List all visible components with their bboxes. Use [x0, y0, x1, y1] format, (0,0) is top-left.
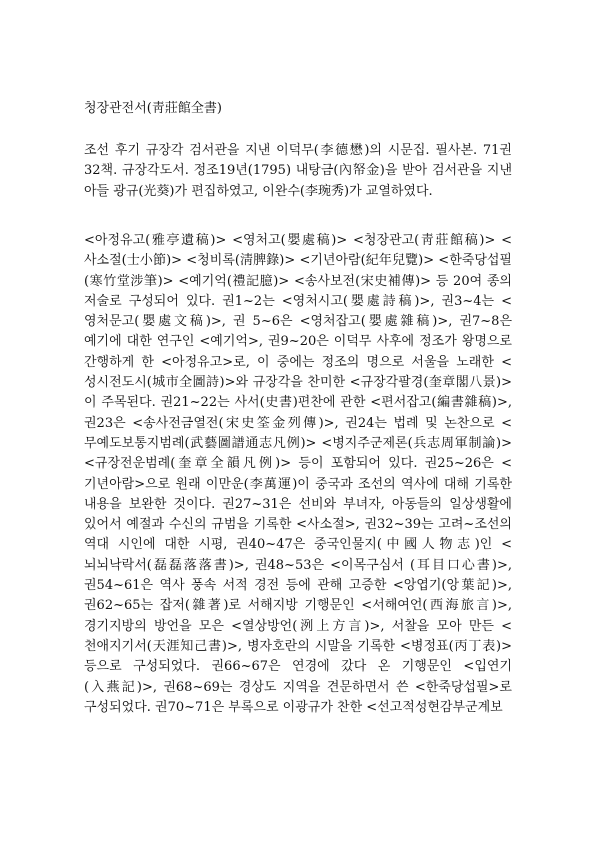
document-title: 청장관전서(靑莊館全書)	[84, 101, 222, 116]
body-paragraph: <아정유고(雅亭遺稿)> <영처고(嬰處稿)> <청장관고(靑莊館稿)> <사소절(士小節)> <청비록(淸脾錄)> <기년아람(紀年兒覽)> <한죽당섭필(寒竹堂涉筆)> <예기억(禮記臆)> <송사보전(宋史補傳)> 등 20여 종의 저술로 구성되어 있다. 권1~2는 <영처시고(嬰處詩稿)>, 권3~4는 <영처문고(嬰處文稿)>, 권 5~6은 <영처잡고(嬰處雜稿)>, 권7~8은 예기에 대한 연구인 <예기억>, 권9~20은 이덕무 사후에 정조가 왕명으로 간행하게 한 <아정유고>로, 이 중에는 정조의 명으로 서울을 노래한 <성시전도시(城市全圖詩)>와 규장각을 찬미한 <규장각팔경(奎章閣八景)>이 주목된다. 권21~22는 사서(史書)편찬에 관한 <편서잡고(編書雜稿)>, 권23은 <송사전금열전(宋史筌金列傳)>, 권24는 법례 및 논찬으로 <무예도보통지범례(武藝圖譜通志凡例)> <병지주군제론(兵志周軍制論)> <규장전운범례(奎章全韻凡例)> 등이 포함되어 있다. 권25~26은 <기년아람>으로 원래 이만운(李萬運)이 중국과 조선의 역사에 대해 기록한 내용을 보완한 것이다. 권27~31은 선비와 부녀자, 아동들의 일상생활에 있어서 예절과 수신의 규범을 기록한 <사소절>, 권32~39는 고려~조선의 역대 시인에 대한 시평, 권40~47은 중국인물지(中國人物志)인 <뇌뇌낙락서(磊磊落落書)>, 권48~53은 <이목구심서 (耳目口心書)>, 권54~61은 역사 풍속 서적 경전 등에 관해 고증한 <앙엽기(앙葉記)>, 권62~65는 잡저(雜著)로 서해지방 기행문인 <서해여언(西海旅言)>, 경기지방의 방언을 모은 <열상방언(洌上方言)>, 서찰을 모아 만든 <천애지기서(天涯知己書)>, 병자호란의 시말을 기록한 <병정표(丙丁表)> 등으로 구성되었다. 권66~67은 연경에 갔다 온 기행문인 <입연기(入燕記)>, 권68~69는 경상도 지역을 견문하면서 쓴 <한죽당섭필>로 구성되었다. 권70~71은 부록으로 이광규가 찬한 <선고적성현감부군계보	[84, 233, 512, 715]
intro-paragraph: 조선 후기 규장각 검서관을 지낸 이덕무(李德懋)의 시문집. 필사본. 71권 32책. 규장각도서. 정조19년(1795) 내탕금(內帑金)을 받아 검서관을 지낸 아들 광규(光葵)가 편집하였고, 이완수(李琬秀)가 교열하였다.	[84, 143, 512, 199]
